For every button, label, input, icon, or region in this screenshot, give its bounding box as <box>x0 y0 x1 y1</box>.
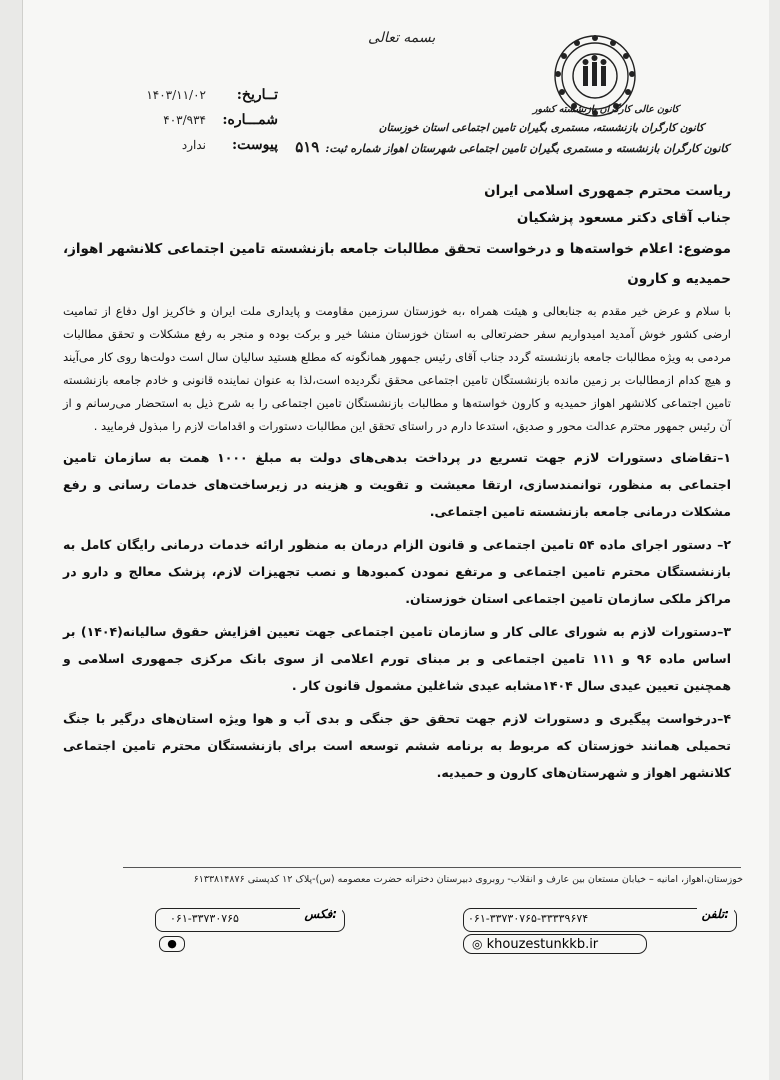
letter-page <box>22 0 769 1080</box>
recipient-name: جناب آقای دکتر مسعود پزشکیان <box>516 210 731 226</box>
registration-number: ۵۱۹ <box>295 138 320 156</box>
demand-item: ۱–تقاضای دستورات لازم جهت تسریع در پرداخت بدهی‌های دولت به مبلغ ۱۰۰۰ همت به سازمان تامین اجتماعی به منظور، توانمندسازی، ارتقا معیشت و تقویت و هزینه در زیرساخت‌های خدمات رسانی و رفع مشکلات درمانی جامعه بازنشسته تامین اجتماعی. <box>63 450 731 519</box>
org-line-city-text: کانون کارگران بازنشسته و مستمری بگیران تامین اجتماعی شهرستان اهواز شماره ثبت: <box>325 142 729 155</box>
letter-subject: موضوع: اعلام خواسته‌ها و درخواست تحقق مطالبات جامعه بازنشسته تامین اجتماعی کلانشهر اهواز، حمیدیه و کارون <box>63 241 731 287</box>
footer-divider <box>123 867 741 868</box>
organization-header <box>269 100 729 158</box>
demand-item: ۳–دستورات لازم به شورای عالی کار و سازمان تامین اجتماعی جهت تعیین افزایش حقوق سالیانه(۱۴۰۴) بر اساس ماده ۹۶ و ۱۱۱ تامین اجتماعی و بر مبنای تورم اعلامی از سوی بانک مرکزی جمهوری اسلامی و همچنین تعیین عیدی سال ۱۴۰۴مشابه عیدی شاغلین مشمول قانون کار . <box>63 624 731 693</box>
phone-label: تلفن: <box>697 906 734 922</box>
demand-item: ۲– دستور اجرای ماده ۵۴ تامین اجتماعی و قانون الزام درمان به منظور ارائه خدمات درمانی رایگان کامل به بازنشستگان محترم تامین اجتماعی و مرتفع نمودن کمبودها و نصب تجهیزات لازم، پزشک معالج و دارو در مراکز ملکی سازمان تامین اجتماعی استان خوزستان. <box>63 537 732 606</box>
attachment-label: پیوست: <box>232 136 278 153</box>
date-value: ۱۴۰۳/۱۱/۰۲ <box>146 87 206 102</box>
fax-value: ۰۶۱-۳۳۷۳۰۷۶۵ <box>170 912 239 925</box>
instagram-icon: ◎ <box>472 937 483 951</box>
phone-value: ۰۶۱-۳۳۷۳۰۷۶۵-۳۳۳۳۹۶۷۴ <box>468 912 589 925</box>
footer-address: خوزستان،اهواز، امانیه – خیابان مستعان بین عارف و انقلاب- روبروی دبیرستان دخترانه حضرت معصومه (س)-پلاک ۱۲ کدپستی ۶۱۳۳۸۱۴۸۷۶ <box>193 874 743 885</box>
org-line-province: کانون کارگران بازنشسته، مستمری بگیران تامین اجتماعی استان خوزستان <box>378 122 704 134</box>
website-value: khouzestunkkb.ir <box>486 937 599 952</box>
attachment-row <box>98 132 278 157</box>
number-value: ۴۰۳/۹۳۴ <box>163 112 206 127</box>
date-label: تــاریخ: <box>236 86 278 103</box>
phone-box <box>463 908 737 932</box>
recipient-title: ریاست محترم جمهوری اسلامی ایران <box>484 183 731 199</box>
website-box <box>463 934 647 954</box>
number-row <box>98 107 278 132</box>
fax-box <box>155 908 345 932</box>
org-line-national: کانون عالی کارگران بازنشسته کشور <box>532 104 679 115</box>
letter-body <box>63 178 731 786</box>
date-row <box>98 82 278 107</box>
demand-item: ۴–درخواست پیگیری و دستورات لازم جهت تحقق حق جنگی و بدی آب و هوا ویژه استان‌های درگیر با جنگ تحمیلی همانند خوزستان که مربوط به برنامه ششم توسعه است برای بازنشستگان محترم تامین اجتماعی کلانشهر اهواز و شهرستان‌های کارون و حمیدیه. <box>63 711 731 780</box>
circle-icon: ● <box>159 936 185 952</box>
number-label: شمـــاره: <box>222 111 278 128</box>
attachment-value: ندارد <box>181 137 206 152</box>
fax-label: فکس: <box>300 906 342 922</box>
basmala: بسمه تعالی <box>368 30 436 46</box>
letter-meta <box>98 82 278 157</box>
org-line-city <box>269 138 729 158</box>
letter-intro: با سلام و عرض خیر مقدم به جنابعالی و هیئت همراه ،به خوزستان سرزمین مقاومت و پایداری ملت ایران و خاکریز اول دفاع از تمامیت ارضی کشور خوش آمدید امیدواریم سفر حضرتعالی به استان خوزستان منشا خیر و برکت بوده و منجر به رفع مشکلات و تحقق مطالبات مردمی به ویژه مطالبات جامعه بازنشسته گردد جناب آقای رئیس جمهور همانگونه که مطلع هستید سالیان سال است دولت‌ها روی کار می‌آیند و هیچ کدام ازمطالبات بر زمین مانده بازنشستگان تامین اجتماعی محقق نگردیده است،لذا به عنوان نماینده قانونی و خادم جامعه بازنشسته تامین اجتماعی کلانشهر اهواز حمیدیه و کارون خواسته‌ها و مطالبات بازنشستگان تامین اجتماعی را به شرح ذیل به استحضار می‌رسانم و از آن رئیس جمهور محترم عدالت محور و صدیق، استدعا دارم در راستای تحقق این مطالبات دستورات و اقدامات لازم را مبذول فرمایید . <box>63 304 731 433</box>
